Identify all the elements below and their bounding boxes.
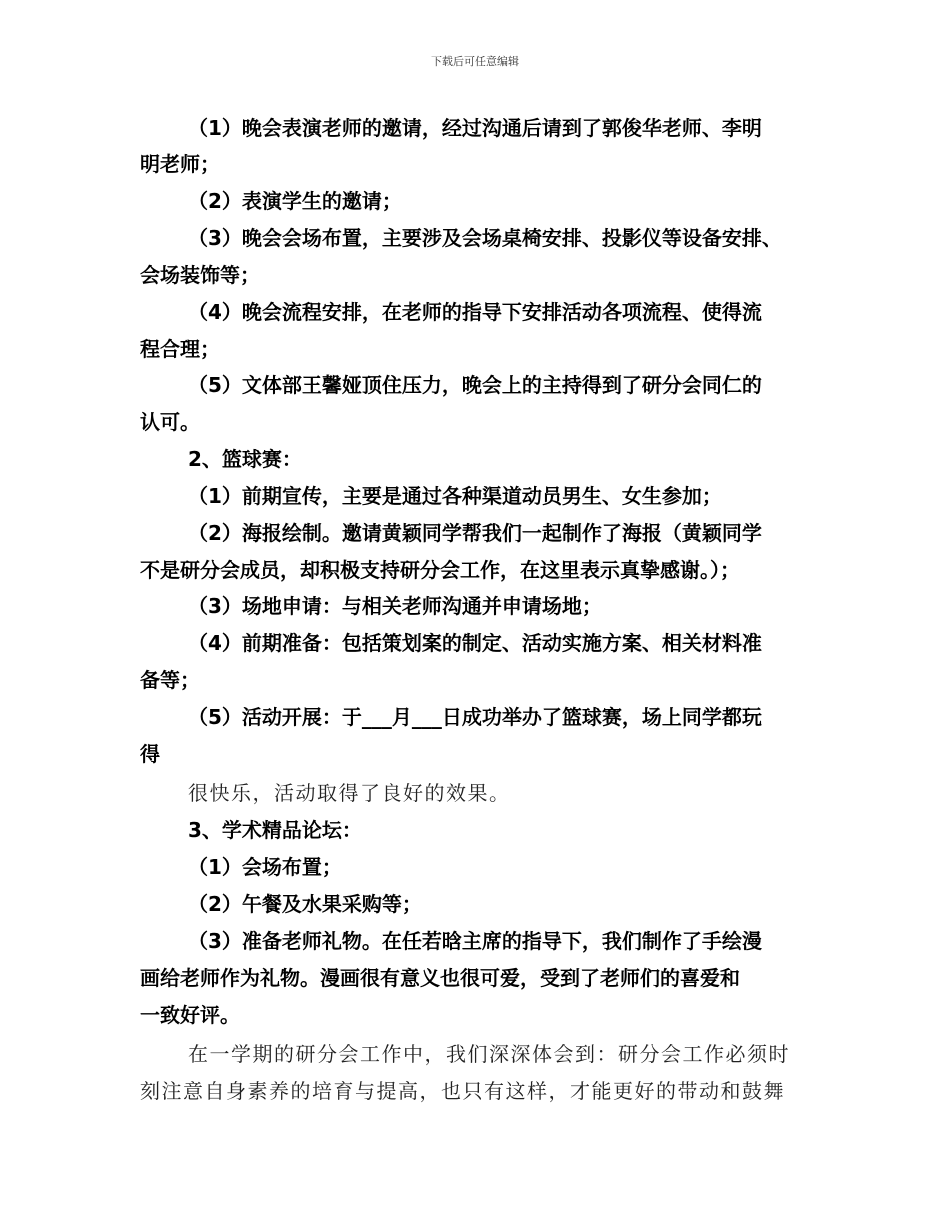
text-line: （5）文体部王馨娅顶住压力，晚会上的主持得到了研分会同仁的 (188, 373, 762, 397)
text-line: 备等； (140, 668, 200, 692)
text-line: （1）晚会表演老师的邀请，经过沟通后请到了郭俊华老师、李明 (188, 116, 762, 140)
text-line: 程合理； (140, 337, 220, 361)
text-line: 认可。 (140, 410, 200, 434)
text-line: 得 (140, 742, 160, 766)
text-line: （4）晚会流程安排，在老师的指导下安排活动各项流程、使得流 (188, 300, 762, 324)
text-line: （4）前期准备：包括策划案的制定、活动实施方案、相关材料准 (188, 631, 762, 655)
text-line: 不是研分会成员，却积极支持研分会工作，在这里表示真挚感谢。）； (140, 558, 740, 582)
text-line: 刻注意自身素养的培育与提高，也只有这样，才能更好的带动和鼓舞 (140, 1079, 785, 1103)
text-line: 很快乐，活动取得了良好的效果。 (188, 781, 511, 805)
text-line: （5）活动开展：于___月___日成功举办了篮球赛，场上同学都玩 (188, 705, 762, 729)
text-line: 会场装饰等； (140, 263, 260, 287)
text-line: （3）场地申请：与相关老师沟通并申请场地； (188, 594, 602, 618)
text-line: 画给老师作为礼物。漫画很有意义也很可爱，受到了老师们的喜爱和 (140, 966, 740, 990)
text-line: 明老师； (140, 152, 220, 176)
section-heading: 3、学术精品论坛： (188, 818, 362, 842)
section-heading: 2、篮球赛： (188, 447, 302, 471)
text-line: （1）前期宣传，主要是通过各种渠道动员男生、女生参加； (188, 484, 722, 508)
text-line: （2）海报绘制。邀请黄颖同学帮我们一起制作了海报（黄颖同学 (188, 521, 762, 545)
text-line: （2）午餐及水果采购等； (188, 892, 422, 916)
text-line: （3）晚会会场布置，主要涉及会场桌椅安排、投影仪等设备安排、 (188, 226, 782, 250)
text-line: （3）准备老师礼物。在任若晗主席的指导下，我们制作了手绘漫 (188, 929, 762, 953)
text-line: 在一学期的研分会工作中，我们深深体会到：研分会工作必须时 (188, 1042, 790, 1066)
page-header: 下载后可任意编辑 (431, 55, 519, 68)
text-line: （1）会场布置； (188, 855, 342, 879)
text-line: （2）表演学生的邀请； (188, 189, 402, 213)
text-line: 一致好评。 (140, 1003, 240, 1027)
